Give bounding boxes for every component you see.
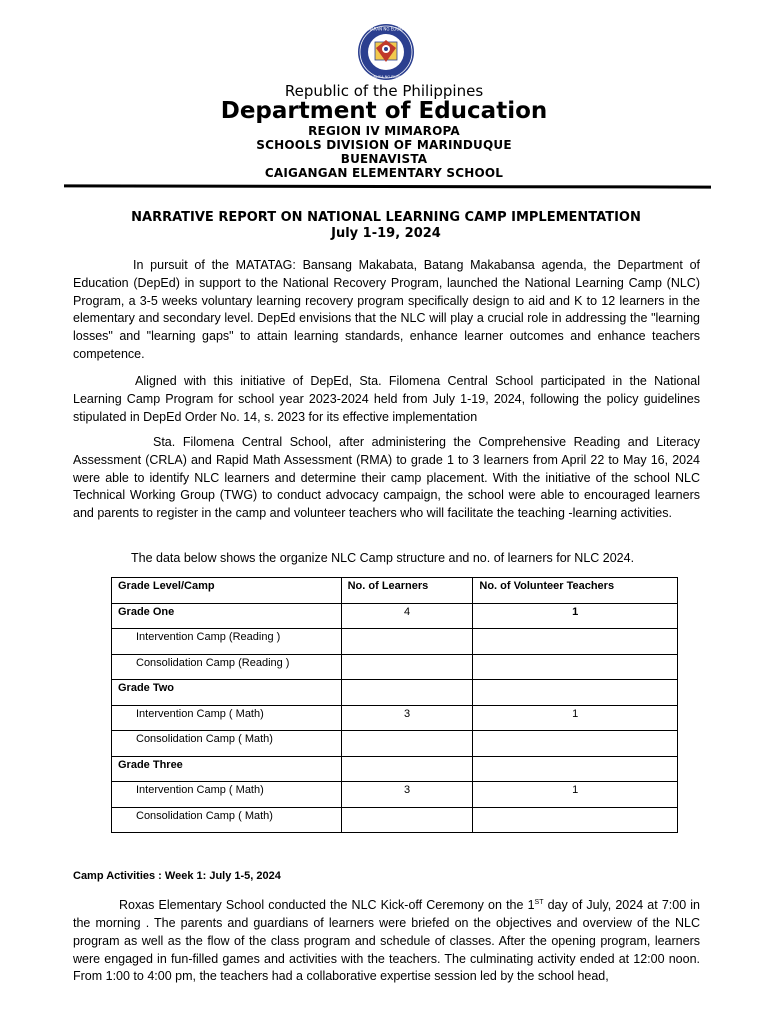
school-line: CAIGANGAN ELEMENTARY SCHOOL: [264, 166, 504, 180]
header-learners: No. of Learners: [341, 578, 473, 604]
row-learners: [341, 680, 473, 706]
deped-seal-logo: [351, 22, 421, 82]
paragraph-4: The data below shows the organize NLC Camp structure and no. of learners for NLC 2024.: [131, 551, 635, 565]
row-label: Intervention Camp (Reading ): [112, 629, 342, 655]
row-label: Grade Three: [112, 756, 342, 782]
row-learners: [341, 807, 473, 833]
row-teachers: [473, 756, 678, 782]
table-row: [112, 680, 678, 706]
nlc-camp-table: [111, 577, 678, 833]
ordinal-suffix: ST: [534, 899, 544, 906]
table-row: [112, 629, 678, 655]
table-header-row: [112, 578, 678, 604]
row-label: Grade Two: [112, 680, 342, 706]
row-learners: 3: [341, 782, 473, 808]
report-title: NARRATIVE REPORT ON NATIONAL LEARNING CAMP IMPLEMENTATION: [131, 210, 641, 225]
row-teachers: 1: [473, 603, 678, 629]
row-label: Consolidation Camp ( Math): [112, 731, 342, 757]
row-label: Consolidation Camp (Reading ): [112, 654, 342, 680]
row-learners: [341, 654, 473, 680]
region-line: REGION IV MIMAROPA: [308, 124, 460, 138]
row-teachers: [473, 654, 678, 680]
header-teachers: No. of Volunteer Teachers: [473, 578, 678, 604]
row-learners: 4: [341, 603, 473, 629]
table-row: [112, 782, 678, 808]
row-label: Grade One: [112, 603, 342, 629]
division-line: SCHOOLS DIVISION OF MARINDUQUE: [256, 138, 512, 152]
row-label: Intervention Camp ( Math): [112, 705, 342, 731]
header-divider: [64, 184, 711, 188]
table-row: [112, 756, 678, 782]
row-label: Intervention Camp ( Math): [112, 782, 342, 808]
row-teachers: 1: [473, 705, 678, 731]
week1-paragraph: [73, 894, 700, 986]
row-learners: 3: [341, 705, 473, 731]
row-learners: [341, 756, 473, 782]
table-row: [112, 731, 678, 757]
department-name: Department of Education: [220, 98, 548, 124]
row-teachers: [473, 807, 678, 833]
header-grade-level: Grade Level/Camp: [112, 578, 342, 604]
paragraph-2: Aligned with this initiative of DepEd, Sta. Filomena Central School participated in the National Learning Camp Program for school year 2023-2024 held from July 1-19, 2024, following the policy guidelines stipulated in DepEd Order No. 14, s. 2023 for its effective implementation: [73, 374, 700, 424]
row-label: Consolidation Camp ( Math): [112, 807, 342, 833]
table-row: [112, 603, 678, 629]
municipality-line: BUENAVISTA: [340, 152, 428, 166]
svg-text:KAGAWARAN NG EDUKASYON: KAGAWARAN NG EDUKASYON: [356, 26, 416, 32]
row-learners: [341, 629, 473, 655]
row-teachers: [473, 731, 678, 757]
row-teachers: [473, 629, 678, 655]
table-row: [112, 807, 678, 833]
week1-text-start: Roxas Elementary School conducted the NLC Kick-off Ceremony on the 1: [119, 898, 535, 913]
paragraph-3: Sta. Filomena Central School, after administering the Comprehensive Reading and Literacy Assessment (CRLA) and Rapid Math Assessment (RMA) to grade 1 to 3 learners from April 22 to May 16, 2024 were able to identify NLC learners and determine their camp placement. With the initiative of the school NLC Technical Working Group (TWG) to conduct advocacy campaign, the school were able to encouraged learners and parents to register in the camp and volunteer teachers who will facilitate the teaching -learning activities.: [73, 435, 700, 521]
row-teachers: 1: [473, 782, 678, 808]
report-date: July 1-19, 2024: [331, 226, 441, 241]
republic-line: Republic of the Philippines: [284, 82, 484, 100]
table-row: [112, 654, 678, 680]
row-learners: [341, 731, 473, 757]
paragraph-1: In pursuit of the MATATAG: Bansang Makabata, Batang Makabansa agenda, the Department of Education (DepEd) in support to the National Recovery Program, launched the National Learning Camp (NLC) Program, a 3-5 weeks voluntary learning recovery program specifically design to aid and K to 12 learners in the elementary and secondary level. DepEd envisions that the NLC will play a crucial role in addressing the "learning losses" and "learning gaps" to attain learning standards, enhance learner outcomes and enhance teachers competence.: [73, 258, 700, 361]
table-row: [112, 705, 678, 731]
week1-heading: Camp Activities : Week 1: July 1-5, 2024: [73, 870, 281, 882]
week1-text-rest: day of July, 2024 at 7:00 in the morning . The parents and guardians of learners were briefed on the objectives and overview of the NLC program as well as the flow of the class program and schedule of classes. After the opening program, learners were engaged in fun-filled games and activities with the teachers. The culminating activity ended at 12:00 noon. From 1:00 to 4:00 pm, the teachers had a collaborative expertise session led by the school head,: [73, 898, 700, 984]
svg-text:REPUBLIKA NG PILIPINAS: REPUBLIKA NG PILIPINAS: [364, 75, 408, 79]
row-teachers: [473, 680, 678, 706]
